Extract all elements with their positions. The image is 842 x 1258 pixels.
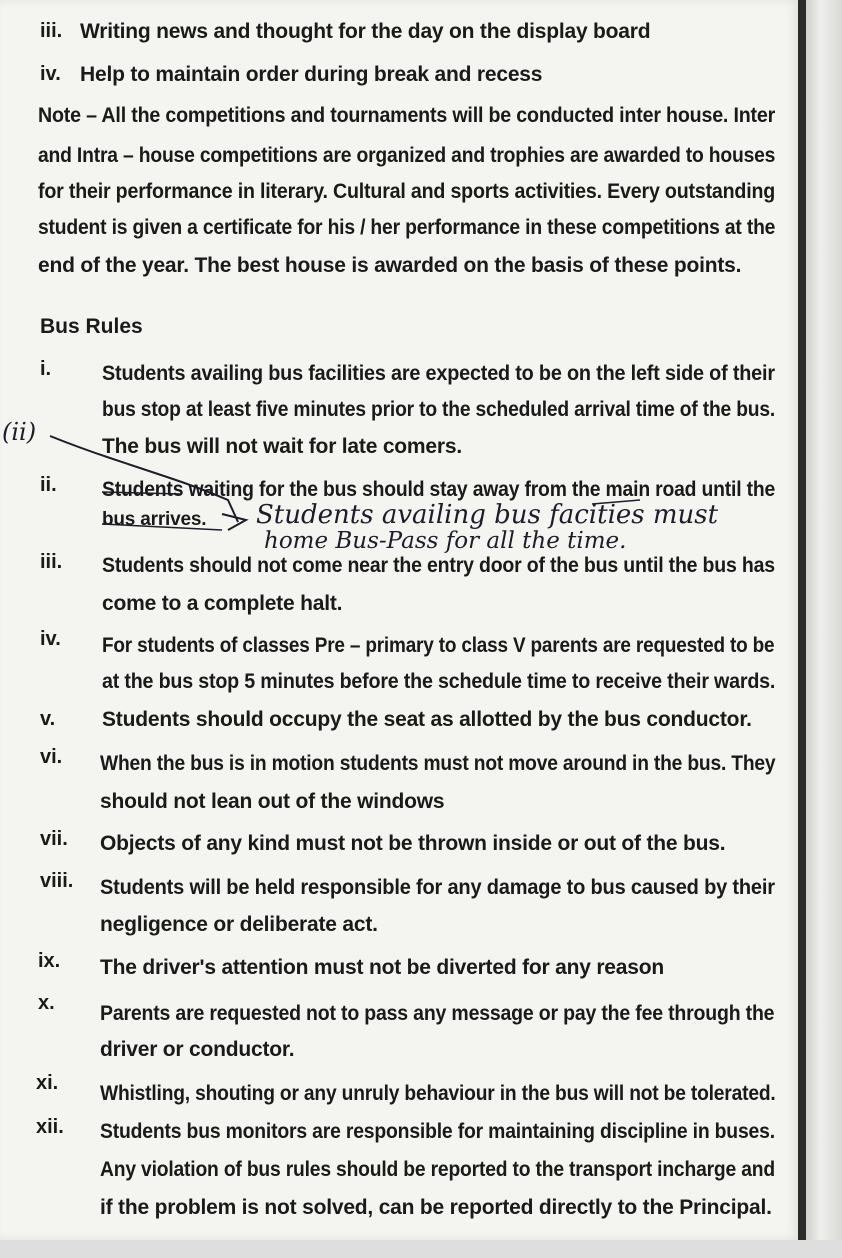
rule-number: ix. — [38, 950, 61, 972]
note-line: end of the year. The best house is awarded on the basis of these points. — [38, 254, 742, 277]
rule-line: Students should not come near the entry door of the bus until the bus has — [102, 554, 775, 577]
rule-line: Students waiting for the bus should stay away from the main road until the — [102, 478, 776, 501]
note-label: Note — [38, 104, 81, 127]
handwritten-note-line: Students availing bus facities must — [256, 500, 719, 530]
item-number: iii. — [40, 20, 63, 42]
rule-line: Students bus monitors are responsible for maintaining discipline in buses. — [100, 1120, 775, 1143]
rule-line: Students should occupy the seat as allotted by the bus conductor. — [102, 708, 752, 731]
page-edge — [806, 0, 842, 1240]
rule-number: vii. — [40, 828, 68, 850]
rule-number: viii. — [40, 870, 74, 892]
handwritten-note-line: home Bus-Pass for all the time. — [264, 528, 627, 554]
rule-number: ii. — [40, 474, 57, 496]
rule-line: The bus will not wait for late comers. — [102, 435, 462, 458]
rule-line: The driver's attention must not be diverted for any reason — [100, 956, 665, 979]
rule-number: xii. — [36, 1116, 64, 1138]
rule-line: Any violation of bus rules should be reported to the transport incharge and — [100, 1158, 775, 1181]
book-spine-shadow — [798, 0, 806, 1240]
section-heading: Bus Rules — [40, 315, 143, 338]
bottom-margin — [0, 1240, 842, 1258]
pen-underline-stroke — [102, 492, 180, 494]
rule-number: vi. — [40, 746, 63, 768]
rule-line: Students will be held responsible for any damage to bus caused by their — [100, 876, 775, 899]
rule-line: Parents are requested not to pass any message or pay the fee through the — [100, 1002, 775, 1025]
note-line: and Intra – house competitions are organized and trophies are awarded to houses — [38, 144, 776, 167]
rule-line: should not lean out of the windows — [100, 790, 445, 813]
rule-line: Objects of any kind must not be thrown inside or out of the bus. — [100, 832, 726, 855]
rule-number: x. — [38, 992, 55, 1014]
rule-line: bus arrives. — [102, 509, 207, 530]
rule-line: come to a complete halt. — [102, 592, 343, 615]
handwritten-margin-mark: (ii) — [2, 418, 37, 446]
note-line: for their performance in literary. Cultural and sports activities. Every outstanding — [38, 180, 776, 203]
rule-number: iv. — [40, 628, 61, 650]
list-item-text: Writing news and thought for the day on the display board — [80, 20, 651, 43]
rule-line: When the bus is in motion students must not move around in the bus. They — [100, 752, 776, 775]
note-line: student is given a certificate for his / her performance in these competitions at the — [38, 216, 776, 239]
rule-line: bus stop at least five minutes prior to the scheduled arrival time of the bus. — [102, 398, 776, 421]
note-line: Note – All the competitions and tournaments will be conducted inter house. Inter — [38, 104, 776, 127]
rule-number: xi. — [36, 1072, 59, 1094]
rule-number: i. — [40, 358, 52, 380]
rule-line: driver or conductor. — [100, 1038, 295, 1061]
rule-line: at the bus stop 5 minutes before the schedule time to receive their wards. — [102, 670, 776, 693]
rule-number: v. — [40, 708, 56, 730]
pen-underline-stroke — [592, 500, 640, 504]
rule-line: negligence or deliberate act. — [100, 913, 378, 936]
rule-line: if the problem is not solved, can be reported directly to the Principal. — [100, 1196, 772, 1219]
pen-underline-stroke — [102, 524, 222, 530]
pen-arrow-stroke — [50, 436, 238, 522]
list-item-text: Help to maintain order during break and recess — [80, 63, 543, 86]
rule-line: Students availing bus facilities are expected to be on the left side of their — [102, 362, 775, 385]
rule-number: iii. — [40, 551, 63, 573]
rule-line: For students of classes Pre – primary to class V parents are requested to be — [102, 634, 775, 657]
item-number: iv. — [40, 63, 61, 85]
rule-line: Whistling, shouting or any unruly behaviour in the bus will not be tolerated. — [100, 1082, 776, 1105]
pen-arrowhead-stroke — [222, 514, 246, 530]
